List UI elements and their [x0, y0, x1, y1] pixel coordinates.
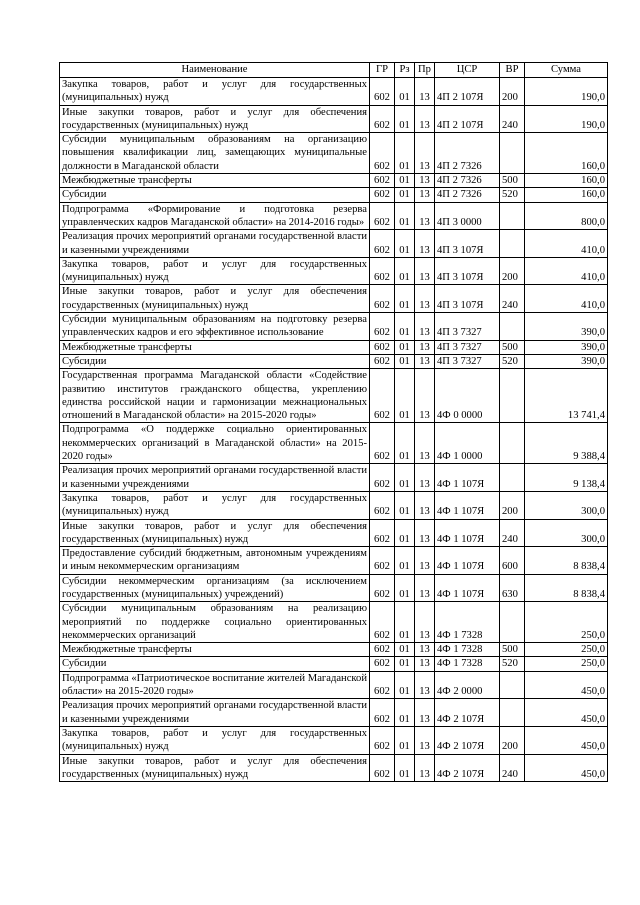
table-row [60, 105, 608, 133]
table-row [60, 464, 608, 492]
row-rz: 01 [395, 657, 415, 671]
row-name: Субсидии [60, 354, 370, 368]
row-name: Иные закупки товаров, работ и услуг для обеспечения государственных (муниципальных) нужд [60, 754, 370, 782]
row-gr: 602 [370, 340, 395, 354]
row-rz: 01 [395, 230, 415, 258]
row-pr: 13 [415, 174, 435, 188]
row-sum: 9 388,4 [525, 423, 608, 464]
row-csr: 4Ф 0 0000 [435, 369, 500, 423]
row-pr: 13 [415, 340, 435, 354]
row-pr: 13 [415, 285, 435, 313]
row-pr: 13 [415, 657, 435, 671]
row-pr: 13 [415, 754, 435, 782]
row-name: Закупка товаров, работ и услуг для государственных (муниципальных) нужд [60, 257, 370, 285]
row-sum: 250,0 [525, 657, 608, 671]
table-row [60, 574, 608, 602]
row-vr [500, 369, 525, 423]
table-row [60, 643, 608, 657]
row-sum: 190,0 [525, 105, 608, 133]
row-rz: 01 [395, 78, 415, 106]
row-gr: 602 [370, 188, 395, 202]
row-gr: 602 [370, 574, 395, 602]
table-row [60, 174, 608, 188]
row-csr: 4П 3 7327 [435, 313, 500, 341]
row-vr [500, 699, 525, 727]
row-csr: 4П 3 107Я [435, 230, 500, 258]
row-pr: 13 [415, 602, 435, 643]
row-rz: 01 [395, 133, 415, 174]
row-name: Реализация прочих мероприятий органами государственной власти и казенными учреждениями [60, 464, 370, 492]
row-rz: 01 [395, 726, 415, 754]
table-row [60, 202, 608, 230]
row-sum: 190,0 [525, 78, 608, 106]
row-gr: 602 [370, 133, 395, 174]
row-rz: 01 [395, 519, 415, 547]
row-vr: 500 [500, 643, 525, 657]
row-vr: 240 [500, 105, 525, 133]
row-gr: 602 [370, 423, 395, 464]
row-pr: 13 [415, 574, 435, 602]
row-sum: 160,0 [525, 188, 608, 202]
header-sum: Сумма [525, 63, 608, 78]
table-row [60, 257, 608, 285]
row-rz: 01 [395, 340, 415, 354]
row-rz: 01 [395, 105, 415, 133]
row-csr: 4Ф 1 0000 [435, 423, 500, 464]
row-rz: 01 [395, 602, 415, 643]
row-csr: 4П 3 107Я [435, 257, 500, 285]
row-vr: 630 [500, 574, 525, 602]
row-vr: 500 [500, 340, 525, 354]
row-rz: 01 [395, 285, 415, 313]
row-rz: 01 [395, 671, 415, 699]
row-sum: 300,0 [525, 491, 608, 519]
table-row [60, 285, 608, 313]
table-row [60, 313, 608, 341]
row-csr: 4Ф 2 0000 [435, 671, 500, 699]
row-rz: 01 [395, 464, 415, 492]
row-pr: 13 [415, 464, 435, 492]
row-sum: 8 838,4 [525, 574, 608, 602]
row-gr: 602 [370, 699, 395, 727]
row-vr: 200 [500, 257, 525, 285]
row-sum: 390,0 [525, 340, 608, 354]
row-vr [500, 313, 525, 341]
row-vr: 200 [500, 726, 525, 754]
row-vr: 600 [500, 547, 525, 575]
header-row [60, 63, 608, 78]
row-csr: 4П 3 0000 [435, 202, 500, 230]
row-pr: 13 [415, 547, 435, 575]
table-row [60, 547, 608, 575]
row-sum: 450,0 [525, 699, 608, 727]
table-header [60, 63, 608, 78]
row-name: Субсидии [60, 657, 370, 671]
row-name: Закупка товаров, работ и услуг для государственных (муниципальных) нужд [60, 491, 370, 519]
row-vr: 520 [500, 354, 525, 368]
row-sum: 160,0 [525, 174, 608, 188]
row-csr: 4Ф 1 7328 [435, 643, 500, 657]
row-name: Закупка товаров, работ и услуг для государственных (муниципальных) нужд [60, 726, 370, 754]
row-rz: 01 [395, 354, 415, 368]
row-rz: 01 [395, 491, 415, 519]
row-csr: 4П 2 107Я [435, 78, 500, 106]
row-rz: 01 [395, 188, 415, 202]
table-row [60, 340, 608, 354]
row-rz: 01 [395, 369, 415, 423]
header-vr: ВР [500, 63, 525, 78]
row-name: Субсидии муниципальным образованиям на подготовку резерва управленческих кадров и его эффективное использование [60, 313, 370, 341]
row-sum: 250,0 [525, 643, 608, 657]
row-sum: 13 741,4 [525, 369, 608, 423]
row-pr: 13 [415, 133, 435, 174]
row-rz: 01 [395, 257, 415, 285]
row-vr [500, 464, 525, 492]
row-name: Межбюджетные трансферты [60, 340, 370, 354]
row-csr: 4П 3 7327 [435, 340, 500, 354]
row-rz: 01 [395, 547, 415, 575]
header-gr: ГР [370, 63, 395, 78]
table-row [60, 519, 608, 547]
row-pr: 13 [415, 423, 435, 464]
row-vr: 240 [500, 285, 525, 313]
row-vr [500, 602, 525, 643]
row-gr: 602 [370, 230, 395, 258]
table-row [60, 491, 608, 519]
row-name: Реализация прочих мероприятий органами государственной власти и казенными учреждениями [60, 230, 370, 258]
row-vr: 520 [500, 657, 525, 671]
row-rz: 01 [395, 574, 415, 602]
row-rz: 01 [395, 313, 415, 341]
row-name: Подпрограмма «О поддержке социально ориентированных некоммерческих организаций в Магаданской области» на 2015-2020 годы» [60, 423, 370, 464]
row-sum: 250,0 [525, 602, 608, 643]
row-vr: 200 [500, 491, 525, 519]
row-name: Предоставление субсидий бюджетным, автономным учреждениям и иным некоммерческим организациям [60, 547, 370, 575]
row-rz: 01 [395, 202, 415, 230]
row-gr: 602 [370, 313, 395, 341]
row-pr: 13 [415, 202, 435, 230]
row-sum: 8 838,4 [525, 547, 608, 575]
row-gr: 602 [370, 547, 395, 575]
row-name: Подпрограмма «Формирование и подготовка резерва управленческих кадров Магаданской области» на 2014-2016 годы» [60, 202, 370, 230]
row-sum: 450,0 [525, 754, 608, 782]
row-pr: 13 [415, 491, 435, 519]
row-csr: 4П 3 7327 [435, 354, 500, 368]
row-gr: 602 [370, 369, 395, 423]
table-row [60, 423, 608, 464]
table-row [60, 726, 608, 754]
row-csr: 4Ф 1 107Я [435, 519, 500, 547]
row-sum: 390,0 [525, 354, 608, 368]
row-pr: 13 [415, 78, 435, 106]
row-gr: 602 [370, 285, 395, 313]
row-pr: 13 [415, 257, 435, 285]
row-name: Подпрограмма «Патриотическое воспитание жителей Магаданской области» на 2015-2020 годы» [60, 671, 370, 699]
row-csr: 4П 2 7326 [435, 188, 500, 202]
row-sum: 9 138,4 [525, 464, 608, 492]
row-csr: 4Ф 1 107Я [435, 491, 500, 519]
row-vr: 500 [500, 174, 525, 188]
table-row [60, 671, 608, 699]
row-pr: 13 [415, 105, 435, 133]
row-pr: 13 [415, 230, 435, 258]
row-gr: 602 [370, 726, 395, 754]
row-gr: 602 [370, 657, 395, 671]
row-pr: 13 [415, 699, 435, 727]
row-sum: 160,0 [525, 133, 608, 174]
row-vr [500, 202, 525, 230]
row-pr: 13 [415, 726, 435, 754]
table-row [60, 657, 608, 671]
row-gr: 602 [370, 602, 395, 643]
row-vr: 240 [500, 754, 525, 782]
row-vr [500, 423, 525, 464]
row-vr [500, 133, 525, 174]
table-body [60, 78, 608, 782]
row-gr: 602 [370, 105, 395, 133]
row-rz: 01 [395, 754, 415, 782]
row-name: Субсидии некоммерческим организациям (за исключением государственных (муниципальных) учреждений) [60, 574, 370, 602]
row-gr: 602 [370, 174, 395, 188]
row-gr: 602 [370, 354, 395, 368]
row-csr: 4Ф 2 107Я [435, 754, 500, 782]
row-csr: 4П 2 7326 [435, 133, 500, 174]
row-rz: 01 [395, 699, 415, 727]
header-name: Наименование [60, 63, 370, 78]
row-pr: 13 [415, 354, 435, 368]
row-pr: 13 [415, 671, 435, 699]
row-sum: 390,0 [525, 313, 608, 341]
row-name: Иные закупки товаров, работ и услуг для обеспечения государственных (муниципальных) нужд [60, 105, 370, 133]
table-row [60, 369, 608, 423]
row-gr: 602 [370, 754, 395, 782]
row-csr: 4Ф 1 107Я [435, 464, 500, 492]
header-rz: Рз [395, 63, 415, 78]
row-gr: 602 [370, 671, 395, 699]
row-name: Субсидии муниципальным образованиям на организацию повышения квалификации лиц, замещающих муниципальные должности в Магаданской области [60, 133, 370, 174]
row-gr: 602 [370, 202, 395, 230]
row-gr: 602 [370, 491, 395, 519]
table-row [60, 230, 608, 258]
row-vr [500, 230, 525, 258]
row-name: Государственная программа Магаданской области «Содействие развитию институтов гражданского общества, укреплению единства российской нации и гармонизации межнациональных отношений в Магаданской области» на 2015-2020 годы» [60, 369, 370, 423]
row-name: Межбюджетные трансферты [60, 643, 370, 657]
row-gr: 602 [370, 257, 395, 285]
row-name: Субсидии муниципальным образованиям на реализацию мероприятий по поддержке социально ориентированных некоммерческих организаций [60, 602, 370, 643]
row-sum: 410,0 [525, 285, 608, 313]
row-name: Субсидии [60, 188, 370, 202]
row-csr: 4П 3 107Я [435, 285, 500, 313]
row-pr: 13 [415, 643, 435, 657]
row-csr: 4Ф 1 107Я [435, 574, 500, 602]
row-vr [500, 671, 525, 699]
row-sum: 450,0 [525, 726, 608, 754]
header-pr: Пр [415, 63, 435, 78]
row-sum: 300,0 [525, 519, 608, 547]
table-row [60, 754, 608, 782]
table-row [60, 354, 608, 368]
header-csr: ЦСР [435, 63, 500, 78]
row-pr: 13 [415, 369, 435, 423]
row-sum: 410,0 [525, 257, 608, 285]
row-gr: 602 [370, 643, 395, 657]
row-sum: 450,0 [525, 671, 608, 699]
row-sum: 800,0 [525, 202, 608, 230]
row-csr: 4Ф 2 107Я [435, 699, 500, 727]
row-name: Реализация прочих мероприятий органами государственной власти и казенными учреждениями [60, 699, 370, 727]
row-gr: 602 [370, 78, 395, 106]
row-csr: 4Ф 1 7328 [435, 602, 500, 643]
row-vr: 520 [500, 188, 525, 202]
budget-table [59, 62, 608, 782]
row-vr: 200 [500, 78, 525, 106]
row-name: Закупка товаров, работ и услуг для государственных (муниципальных) нужд [60, 78, 370, 106]
row-csr: 4П 2 107Я [435, 105, 500, 133]
row-csr: 4Ф 1 107Я [435, 547, 500, 575]
table-row [60, 188, 608, 202]
row-rz: 01 [395, 174, 415, 188]
row-name: Межбюджетные трансферты [60, 174, 370, 188]
row-rz: 01 [395, 643, 415, 657]
row-csr: 4Ф 2 107Я [435, 726, 500, 754]
row-sum: 410,0 [525, 230, 608, 258]
row-csr: 4П 2 7326 [435, 174, 500, 188]
row-rz: 01 [395, 423, 415, 464]
row-name: Иные закупки товаров, работ и услуг для обеспечения государственных (муниципальных) нужд [60, 519, 370, 547]
row-pr: 13 [415, 188, 435, 202]
row-pr: 13 [415, 313, 435, 341]
row-csr: 4Ф 1 7328 [435, 657, 500, 671]
row-vr: 240 [500, 519, 525, 547]
row-gr: 602 [370, 464, 395, 492]
row-name: Иные закупки товаров, работ и услуг для обеспечения государственных (муниципальных) нужд [60, 285, 370, 313]
table-row [60, 78, 608, 106]
table-row [60, 133, 608, 174]
table-row [60, 602, 608, 643]
row-gr: 602 [370, 519, 395, 547]
row-pr: 13 [415, 519, 435, 547]
table-row [60, 699, 608, 727]
